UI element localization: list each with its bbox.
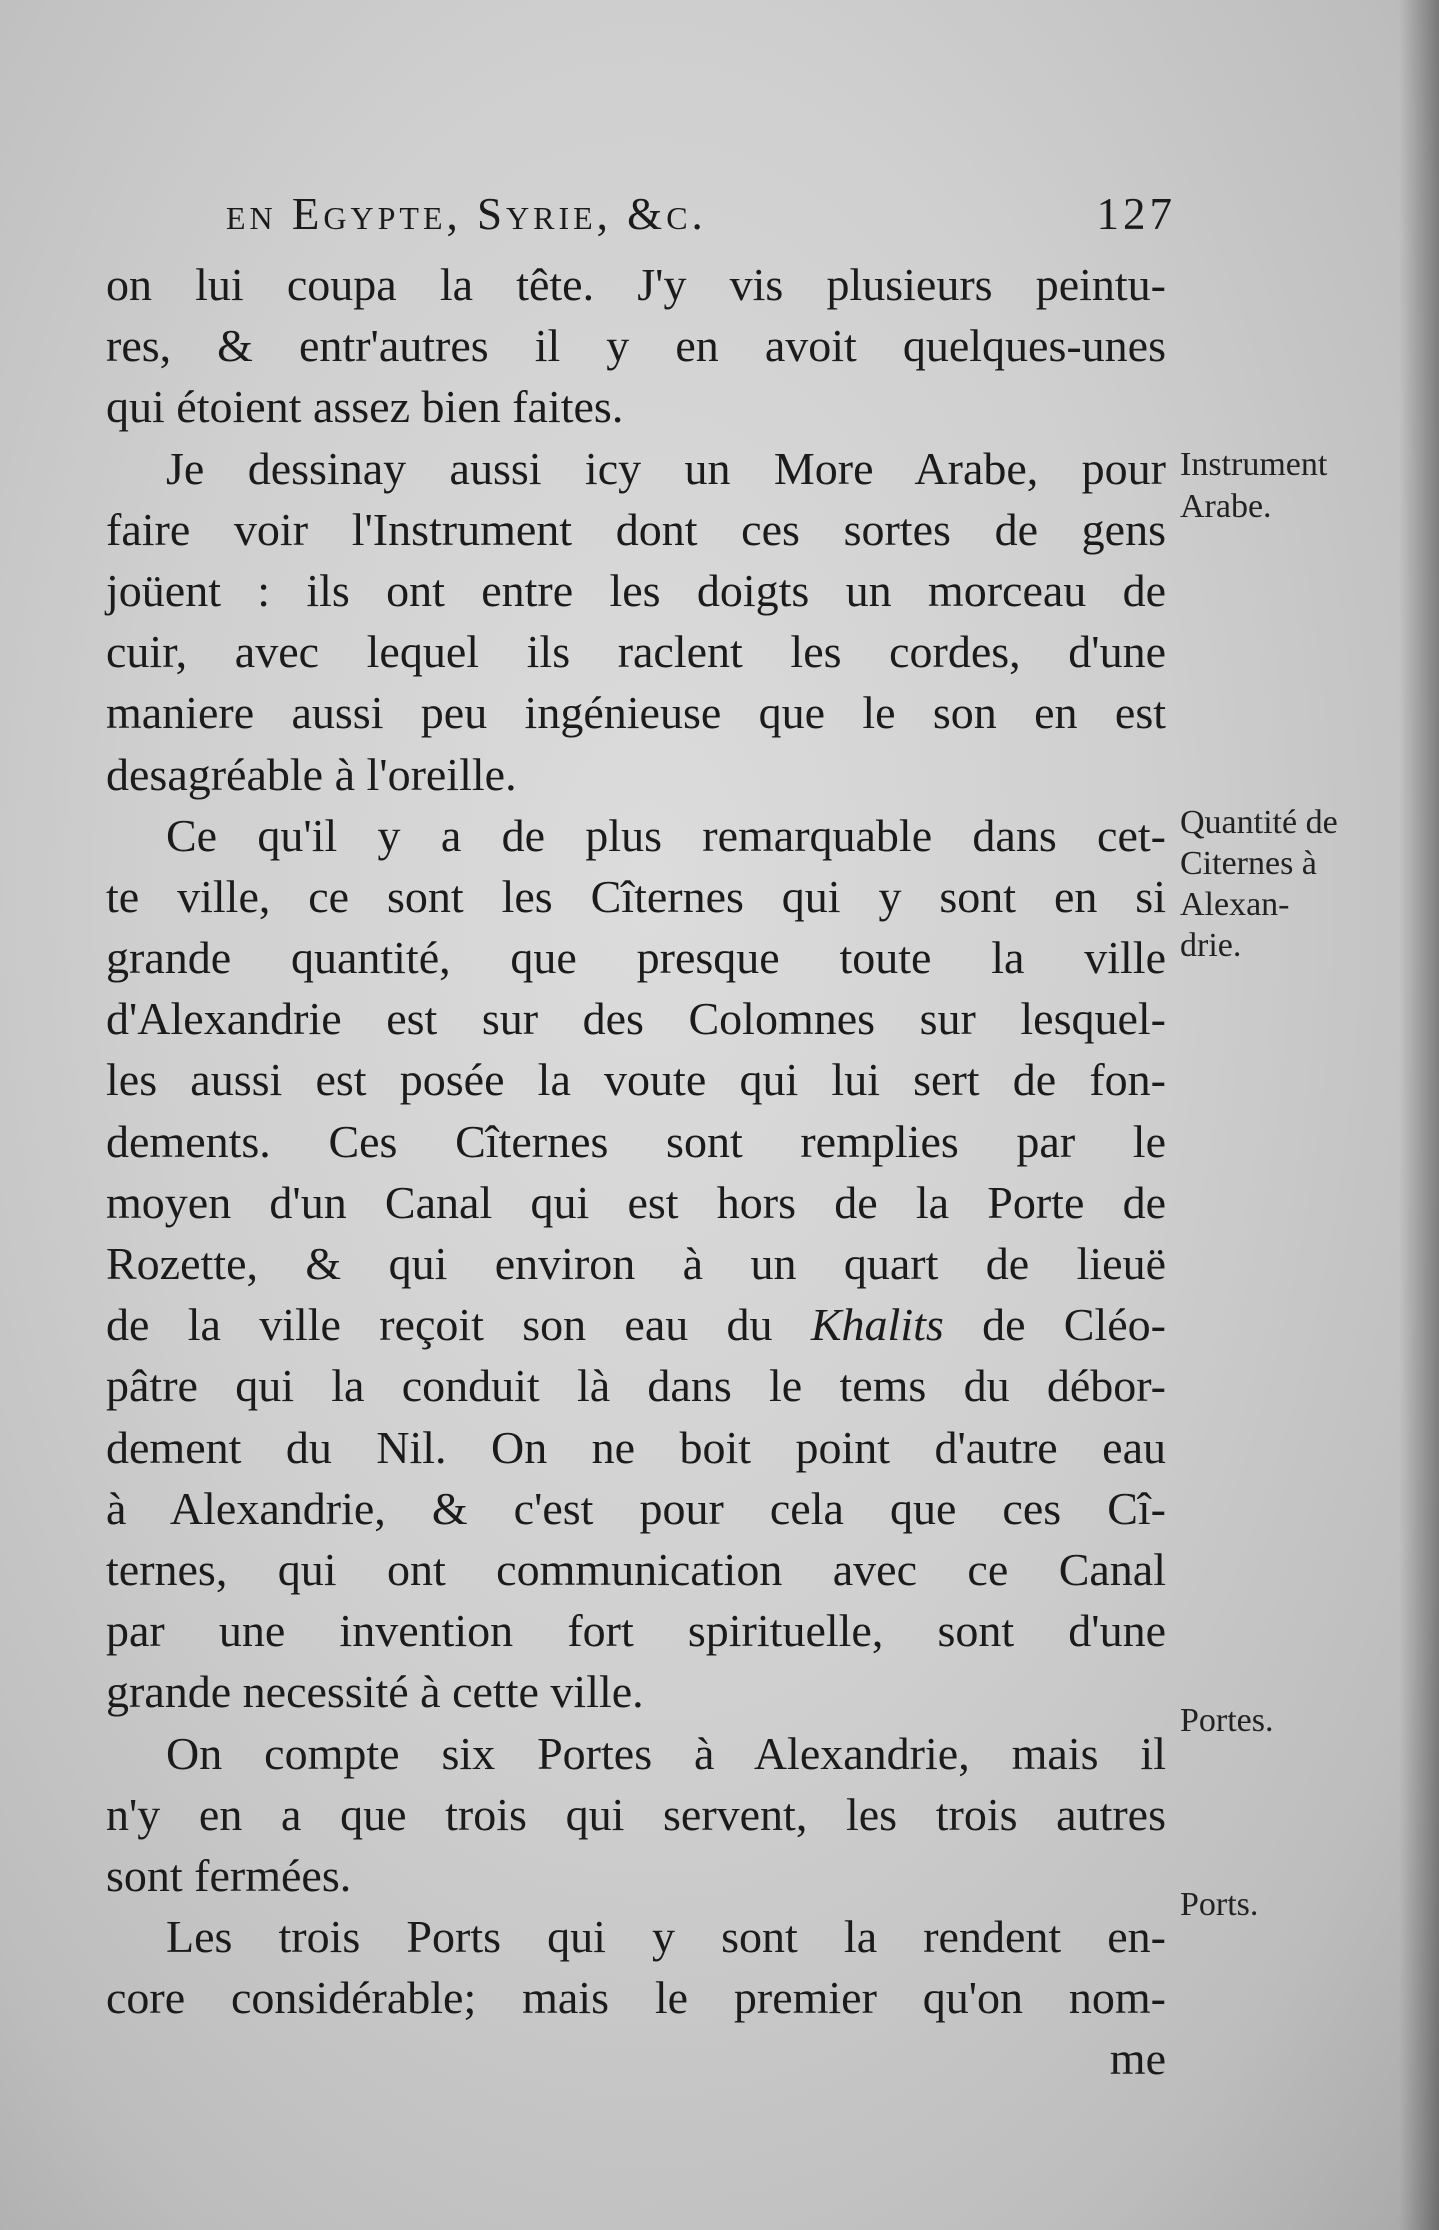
margin-note: Citernes à xyxy=(1180,845,1317,882)
italic-word: Khalits xyxy=(810,1299,944,1351)
page-edge-shadow xyxy=(1399,0,1439,2230)
margin-note: Alexan- xyxy=(1180,886,1290,923)
text-line: sont fermées. xyxy=(106,1849,352,1901)
text-segment: de la ville reçoit son eau du xyxy=(106,1299,773,1351)
page-header xyxy=(226,188,1176,248)
text-line: Je dessinay aussi icy un More Arabe, pour xyxy=(166,442,1166,494)
margin-note: Arabe. xyxy=(1180,488,1272,525)
body-text xyxy=(106,254,1166,2090)
text-line: grande necessité à cette ville. xyxy=(106,1666,644,1718)
page-number: 127 xyxy=(1096,189,1176,239)
text-line: n'y en a que trois qui servent, les trois autres xyxy=(106,1788,1166,1840)
text-line: dement du Nil. On ne boit point d'autre eau xyxy=(106,1421,1166,1473)
margin-note: Quantité de xyxy=(1180,804,1338,841)
text-line xyxy=(106,1294,1166,1355)
text-line: on lui coupa la tête. J'y vis plusieurs peintu- xyxy=(106,259,1166,310)
text-line: grande quantité, que presque toute la ville xyxy=(106,932,1166,984)
text-line: ternes, qui ont communication avec ce Canal xyxy=(106,1543,1166,1595)
margin-note: Instrument xyxy=(1180,446,1328,483)
text-line: les aussi est posée la voute qui lui sert de fon- xyxy=(106,1054,1166,1106)
text-line: pâtre qui la conduit là dans le tems du débor- xyxy=(106,1360,1166,1412)
margin-note: drie. xyxy=(1180,927,1242,964)
text-segment: de Cléo- xyxy=(982,1299,1166,1351)
text-line: Les trois Ports qui y sont la rendent en- xyxy=(166,1911,1166,1963)
margin-note: Portes. xyxy=(1180,1702,1274,1739)
text-line: On compte six Portes à Alexandrie, mais il xyxy=(166,1727,1166,1779)
text-line: core considérable; mais le premier qu'on nom- xyxy=(106,1972,1166,2024)
text-line: desagréable à l'oreille. xyxy=(106,748,517,800)
text-line: cuir, avec lequel ils raclent les cordes, d'une xyxy=(106,626,1166,678)
text-line: Rozette, & qui environ à un quart de lieuë xyxy=(106,1238,1166,1289)
text-line: Ce qu'il y a de plus remarquable dans cet- xyxy=(166,809,1166,861)
text-line: moyen d'un Canal qui est hors de la Porte de xyxy=(106,1176,1166,1228)
catchword: me xyxy=(1109,2033,1166,2085)
running-title: en Egypte, Syrie, &c. xyxy=(226,189,707,239)
text-line: joüent : ils ont entre les doigts un morceau de xyxy=(106,564,1166,616)
text-line: par une invention fort spirituelle, sont d'une xyxy=(106,1605,1166,1657)
text-line: à Alexandrie, & c'est pour cela que ces Cî- xyxy=(106,1482,1166,1534)
text-line: maniere aussi peu ingénieuse que le son en est xyxy=(106,687,1166,739)
text-line: te ville, ce sont les Cîternes qui y sont en si xyxy=(106,870,1166,922)
text-line: res, & entr'autres il y en avoit quelques-unes xyxy=(106,320,1166,372)
text-line: qui étoient assez bien faites. xyxy=(106,381,624,433)
margin-note: Ports. xyxy=(1180,1886,1259,1923)
text-line: d'Alexandrie est sur des Colomnes sur lesquel- xyxy=(106,993,1166,1045)
text-line: dements. Ces Cîternes sont remplies par le xyxy=(106,1115,1166,1167)
text-line: faire voir l'Instrument dont ces sortes de gens xyxy=(106,503,1166,555)
